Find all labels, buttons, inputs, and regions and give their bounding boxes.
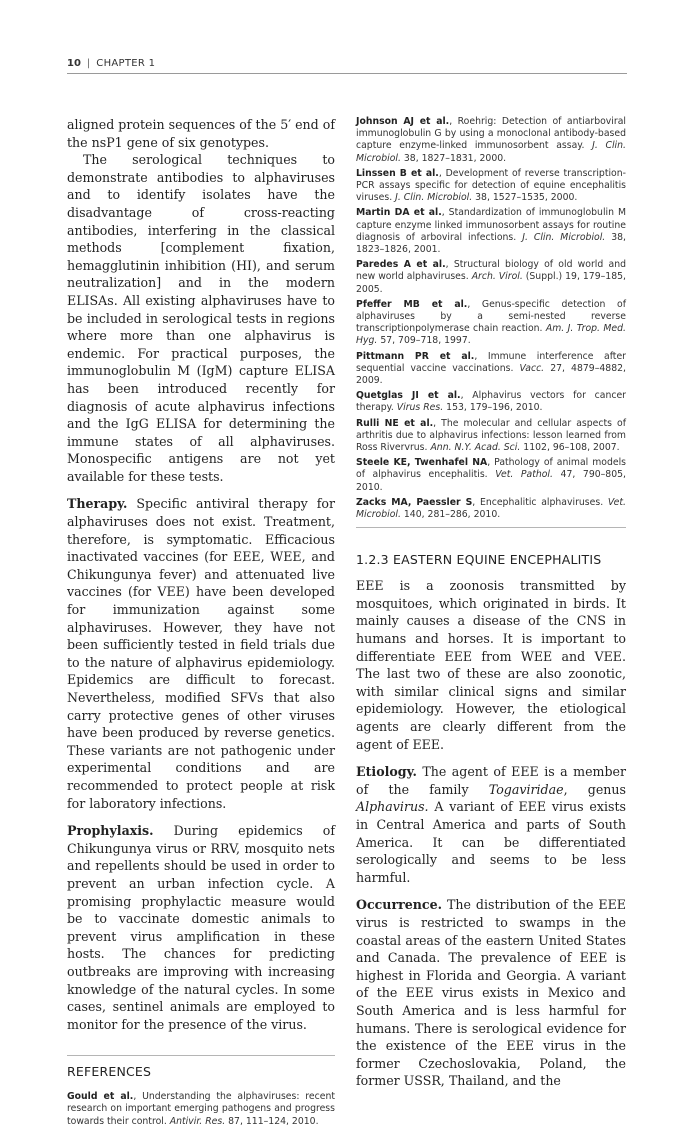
section-rule	[356, 527, 626, 528]
therapy-text: Specific antiviral therapy for alphaviruses does not exist. Treatment, therefore, is symptomatic. Efficacious inactivated vaccines (for EEE, WEE, and Chikungunya fever) and attenuated live vaccines (for VEE) have been developed for immunization against some alphaviruses. However, they have not been sufficiently tested in field trials due to the nature of alphavirus epidemiology. Epidemics are difficult to forecast. Nevertheless, modified SFVs that also carry protective genes of other viruses have been produced by reverse genetics. These variants are not pathogenic under experimental conditions and are recommended to protect people at risk for laboratory infections.	[67, 496, 335, 811]
references-list-left	[67, 1091, 335, 1128]
prophylaxis-label: Prophylaxis.	[67, 823, 154, 839]
reference-item: Steele KE, Twenhafel NA, Pathology of animal models of alphavirus encephalitis. Vet. Pathol. 47, 790–805, 2010.	[356, 457, 626, 493]
reference-item: Gould et al., Understanding the alphaviruses: recent research on important emerging pathogens and progress towards their control. Antivir. Res. 87, 111–124, 2010.	[67, 1091, 335, 1127]
left-body	[67, 116, 335, 1033]
reference-item: Rulli NE et al., The molecular and cellular aspects of arthritis due to alphavirus infections: lesson learned from Ross Rivervrus. Ann. N.Y. Acad. Sci. 1102, 96–108, 2007.	[356, 417, 626, 454]
reference-item: Pittmann PR et al., Immune interference after sequential vaccine vaccinations. Vacc. 27, 4879–4882, 2009.	[356, 350, 626, 387]
page-number: 10	[67, 58, 81, 69]
references-heading: REFERENCES	[67, 1064, 152, 1080]
paragraph-continuation: aligned protein sequences of the 5′ end of the nsP1 gene of six genotypes.	[67, 117, 335, 150]
paragraph-prophylaxis	[67, 822, 335, 1033]
reference-item: Martin DA et al., Standardization of immunoglobulin M capture enzyme linked immunosorbent assays for routine diagnosis of arboviral infections. J. Clin. Microbiol. 38, 1823–1826, 2001.	[356, 207, 626, 256]
reference-item: Linssen B et al., Development of reverse transcription-PCR assays specific for detection of equine encephalitis viruses. J. Clin. Microbiol. 38, 1527–1535, 2000.	[356, 167, 626, 204]
paragraph-serology: The serological techniques to demonstrate antibodies to alphaviruses and to identify isolates have the disadvantage of cross-reacting antibodies, interfering in the classical methods [complement fixation, hemagglutinin inhibition (HI), and serum neutralization] and in the modern ELISAs. All existing alphaviruses have to be included in serological tests in regions where more than one alphavirus is endemic. For practical purposes, the immunoglobulin M (IgM) capture ELISA has been introduced recently for diagnosis of acute alphavirus infections and the IgG ELISA for determining the immune states of all alphaviruses. Monospecific antigens are not yet available for these tests.	[67, 152, 335, 484]
header-separator: |	[86, 58, 91, 69]
etiology-label: Etiology.	[356, 764, 417, 780]
references-list-right	[356, 116, 626, 521]
paragraph-therapy	[67, 495, 335, 812]
references-rule	[67, 1055, 335, 1056]
section-heading-eee: 1.2.3 EASTERN EQUINE ENCEPHALITIS	[356, 552, 602, 568]
prophylaxis-text: During epidemics of Chikungunya virus or RRV, mosquito nets and repellents should be used in order to prevent an urban infection cycle. A promising prophylactic measure would be to vaccinate domestic animals to prevent virus amplification in these hosts. The chances for predicting outbreaks are improving with increasing knowledge of the natural cycles. In some cases, sentinel animals are employed to monitor for the presence of the virus.	[67, 823, 335, 1032]
reference-item: Quetglas JI et al., Alphavirus vectors for cancer therapy. Virus Res. 153, 179–196, 2010.	[356, 390, 626, 414]
paragraph-occurrence	[356, 896, 626, 1090]
occurrence-label: Occurrence.	[356, 897, 442, 913]
therapy-label: Therapy.	[67, 496, 128, 512]
left-column	[67, 116, 335, 1131]
paragraph-eee-intro: EEE is a zoonosis transmitted by mosquitoes, which originated in birds. It mainly causes a disease of the CNS in humans and horses. It is important to differentiate EEE from WEE and VEE. The last two of these are also zoonotic, with similar clinical signs and similar epidemiology. However, the etiological agents are clearly different from the agent of EEE.	[356, 578, 626, 752]
chapter-label: CHAPTER 1	[96, 58, 156, 69]
header-rule	[67, 73, 627, 74]
reference-item: Pfeffer MB et al., Genus-specific detection of alphaviruses by a semi-nested reverse transcriptionpolymerase chain reaction. Am. J. Trop. Med. Hyg. 57, 709–718, 1997.	[356, 298, 626, 347]
occurrence-text: The distribution of the EEE virus is restricted to swamps in the coastal areas of the eastern United States and Canada. The prevalence of EEE is highest in Florida and Georgia. A variant of the EEE virus exists in Mexico and South America and is less harmful for humans. There is serological evidence for the existence of the EEE virus in the former Czechoslovakia, Poland, the former USSR, Thailand, and the	[356, 897, 626, 1089]
paragraph-etiology: Etiology. The agent of EEE is a member of the family Togaviridae, genus Alphavirus. A variant of EEE virus exists in Central America and parts of South America. It can be differentiated serologically and seems to be less harmful.	[356, 764, 626, 885]
reference-item: Zacks MA, Paessler S, Encephalitic alphaviruses. Vet. Microbiol. 140, 281–286, 2010.	[356, 496, 626, 521]
right-column	[356, 116, 626, 1090]
right-body	[356, 577, 626, 1090]
reference-item: Paredes A et al., Structural biology of old world and new world alphaviruses. Arch. Virol. (Suppl.) 19, 179–185, 2005.	[356, 259, 626, 295]
reference-item: Johnson AJ et al., Roehrig: Detection of antiarboviral immunoglobulin G by using a monoclonal antibody-based capture enzyme-linked immunosorbent assay. J. Clin. Microbiol. 38, 1827–1831, 2000.	[356, 116, 626, 164]
